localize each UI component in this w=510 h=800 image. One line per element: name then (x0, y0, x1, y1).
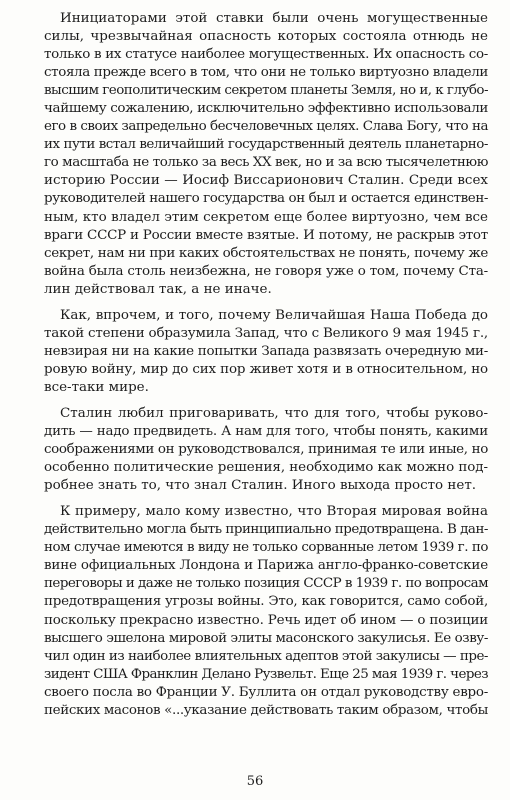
text-line: ном случае имеются в виду не только сорванные летом 1939 г. по (44, 540, 488, 556)
text-line: их пути встал величайший государственный деятель планетарно- (44, 137, 488, 153)
text-line: стояла прежде всего в том, что они не только виртуозно владели (44, 65, 488, 81)
text-line: ровую войну, мир до сих пор живет хотя и в относительном, но (44, 361, 488, 377)
text-line: своего посла во Франции У. Буллита он отдал руководству евро- (44, 684, 488, 700)
text-line: высшим геополитическим секретом планеты Земля, но и, к глубо- (44, 83, 488, 99)
paragraph-gap (44, 299, 488, 307)
paragraph-3 (44, 405, 488, 495)
text-line: секрет, нам ни при каких обстоятельствах не понять, почему же (44, 245, 488, 261)
text-line: его в своих запредельно бесчеловечных целях. Слава Богу, что на (44, 119, 488, 135)
text-line: невзирая ни на какие попытки Запада развязать очередную ми- (44, 343, 488, 359)
text-line: Инициаторами этой ставки были очень могущественные (60, 11, 488, 26)
text-line: Как, впрочем, и того, почему Величайшая Наша Победа до (60, 307, 488, 323)
text-line: историю России — Иосиф Виссарионович Сталин. Среди всех (44, 173, 488, 189)
text-line: чайшему сожалению, исключительно эффективно использовали (44, 101, 488, 117)
paragraph-gap (44, 495, 488, 503)
text-line: дить — надо предвидеть. А нам для того, чтобы понять, какими (44, 424, 488, 440)
text-line: поскольку прекрасно известно. Речь идет об ином — о позиции (44, 612, 488, 628)
text-line: ным, кто владел этим секретом еще более виртуозно, чем все (44, 209, 488, 225)
paragraph-1 (44, 10, 488, 299)
text-line: переговоры и даже не только позиция СССР в 1939 г. по вопросам (44, 576, 488, 592)
paragraph-gap (44, 397, 488, 405)
text-line: Сталин любил приговаривать, что для того, чтобы руково- (60, 405, 488, 421)
text-line: такой степени образумила Запад, что с Великого 9 мая 1945 г., (44, 325, 489, 341)
text-line: руководителей нашего государства он был и остается единствен- (44, 191, 488, 207)
paragraph-4 (44, 503, 488, 720)
text-line: враги СССР и России вместе взятые. И потому, не раскрыв этот (44, 227, 488, 243)
text-line: все-таки мире. (44, 379, 149, 395)
body-text (44, 10, 488, 720)
text-line: лин действовал так, а не иначе. (44, 281, 272, 297)
text-line: действительно могла быть принципиально предотвращена. В дан- (44, 522, 488, 538)
text-line: чил один из наиболее влиятельных адептов этой закулисы — пре- (44, 648, 488, 664)
paragraph-2 (44, 307, 488, 397)
text-line: го масштаба не только за весь XX век, но и за всю тысячелетнюю (44, 155, 488, 171)
text-line: война была столь неизбежна, не говоря уже о том, почему Ста- (44, 263, 488, 279)
text-line: вине официальных Лондона и Парижа англо-франко-советские (44, 558, 488, 574)
text-line: робнее знать то, что знал Сталин. Иного выхода просто нет. (44, 478, 477, 494)
text-line: соображениями он руководствовался, принимая те или иные, но (44, 442, 488, 458)
page-number: 56 (246, 774, 264, 789)
text-line: высшего эшелона мировой элиты масонского закулисья. Ее озву- (44, 630, 488, 646)
text-line: особенно политические решения, необходимо как можно под- (44, 460, 488, 476)
text-line: только в их статусе наиболее могущественных. Их опасность со- (44, 47, 488, 63)
text-line: К примеру, мало кому известно, что Вторая мировая война (60, 504, 488, 520)
text-line: пейских масонов «...указание действовать таким образом, чтобы (44, 702, 489, 718)
text-line: предотвращения угрозы войны. Это, как говорится, само собой, (44, 594, 488, 610)
text-line: зидент США Франклин Делано Рузвельт. Еще 25 мая 1939 г. через (44, 666, 488, 682)
text-line: силы, чрезвычайная опасность которых состояла отнюдь не (44, 29, 488, 45)
